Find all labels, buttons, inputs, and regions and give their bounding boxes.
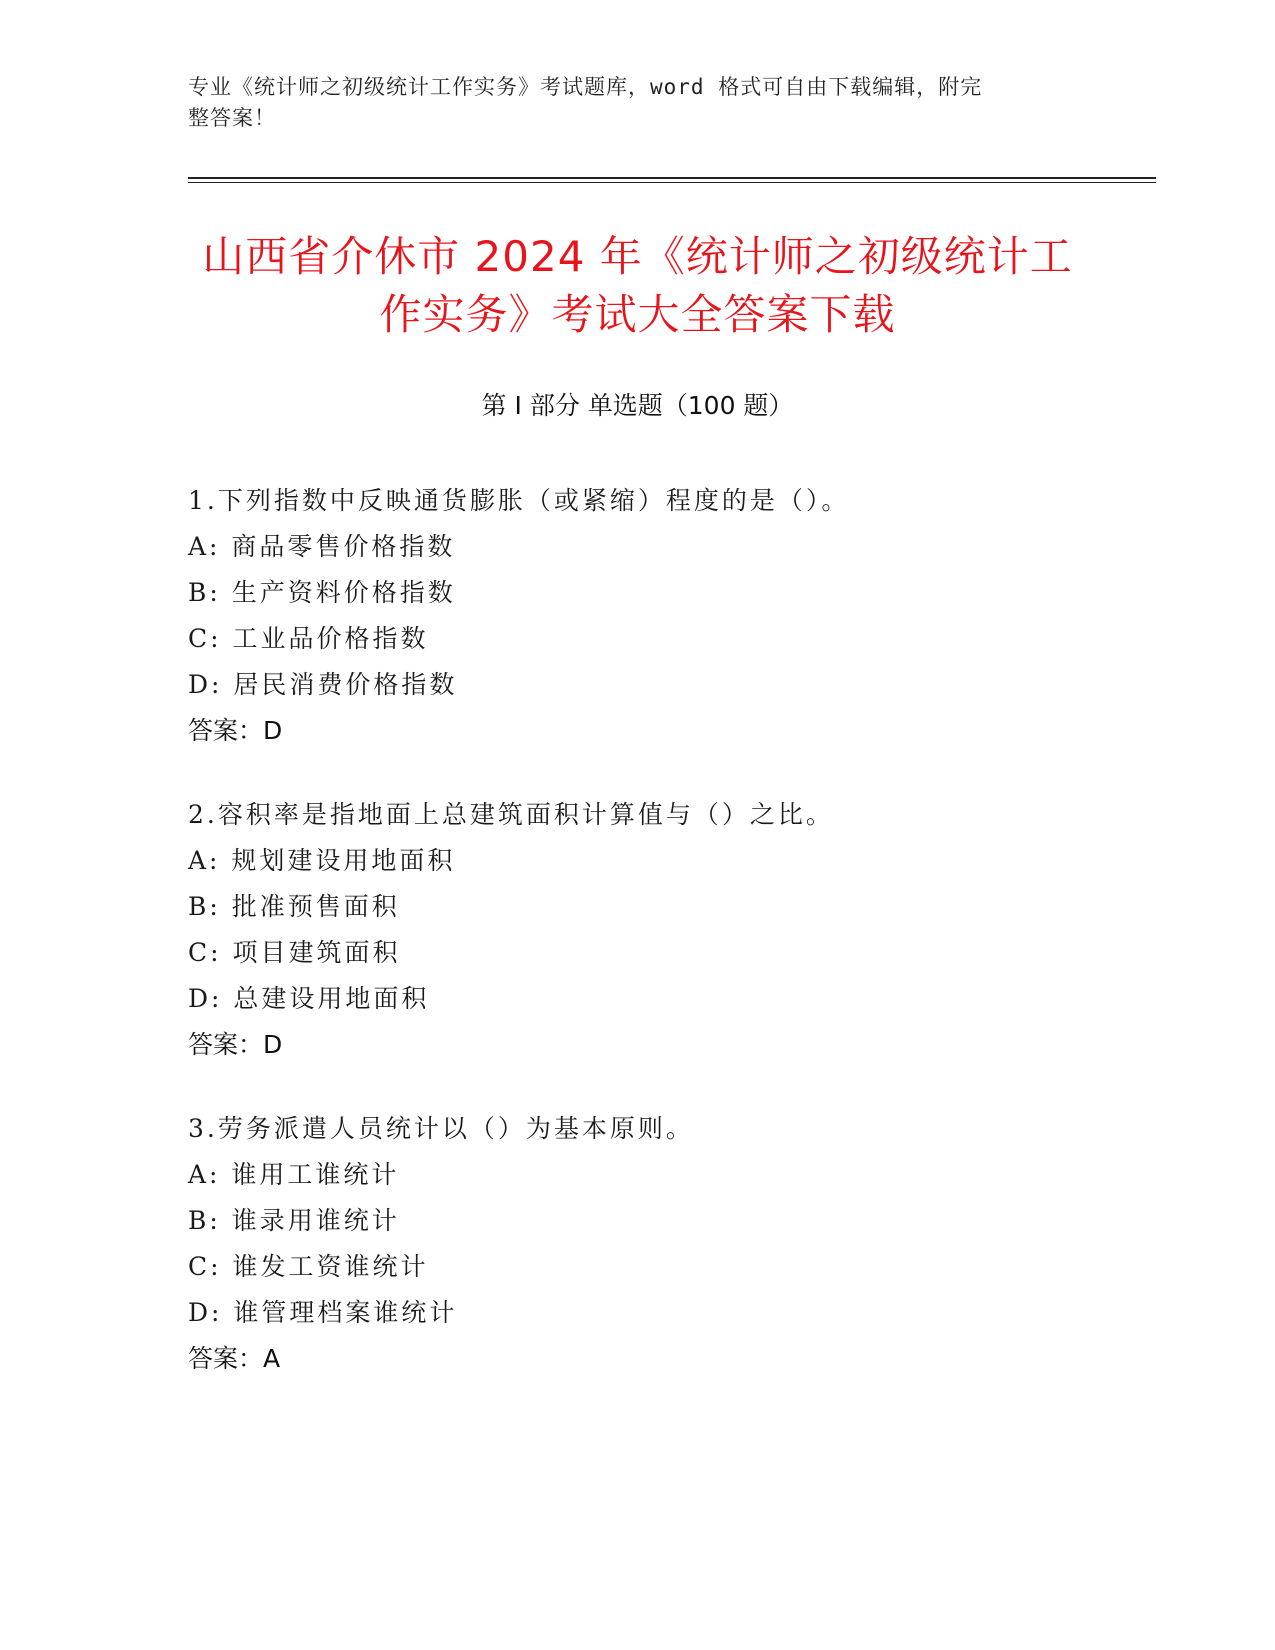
question-2 xyxy=(188,792,1138,1068)
question-1 xyxy=(188,478,1138,754)
header-note-line-2: 整答案！ xyxy=(188,106,276,130)
title-line-2: 作实务》考试大全答案下载 xyxy=(379,290,896,339)
question-stem: 2.容积率是指地面上总建筑面积计算值与（）之比。 xyxy=(188,800,834,829)
header-divider-thin xyxy=(188,182,1156,183)
header-divider-thick xyxy=(188,177,1156,179)
title-line-1: 山西省介休市 2024 年《统计师之初级统计工 xyxy=(202,232,1073,281)
option-d: D: 谁管理档案谁统计 xyxy=(188,1298,458,1327)
question-stem: 1.下列指数中反映通货膨胀（或紧缩）程度的是（）。 xyxy=(188,486,850,515)
option-c: C: 项目建筑面积 xyxy=(188,938,401,967)
option-a: A: 规划建设用地面积 xyxy=(188,846,456,875)
answer: 答案：D xyxy=(188,716,283,745)
option-a: A: 商品零售价格指数 xyxy=(188,532,456,561)
option-b: B: 批准预售面积 xyxy=(188,892,400,921)
option-a: A: 谁用工谁统计 xyxy=(188,1160,400,1189)
section-heading: 第 I 部分 单选题（100 题） xyxy=(481,391,794,420)
question-stem: 3.劳务派遣人员统计以（）为基本原则。 xyxy=(188,1114,694,1143)
option-d: D: 居民消费价格指数 xyxy=(188,670,458,699)
option-c: C: 工业品价格指数 xyxy=(188,624,429,653)
question-list xyxy=(188,478,1138,1420)
document-title xyxy=(150,228,1125,344)
question-3 xyxy=(188,1106,1138,1382)
option-c: C: 谁发工资谁统计 xyxy=(188,1252,429,1281)
header-note xyxy=(188,72,1068,134)
answer: 答案：A xyxy=(188,1344,281,1373)
option-b: B: 生产资料价格指数 xyxy=(188,578,456,607)
option-b: B: 谁录用谁统计 xyxy=(188,1206,400,1235)
answer: 答案：D xyxy=(188,1030,283,1059)
header-note-line-1: 专业《统计师之初级统计工作实务》考试题库，word 格式可自由下载编辑，附完 xyxy=(188,75,983,99)
option-d: D: 总建设用地面积 xyxy=(188,984,430,1013)
